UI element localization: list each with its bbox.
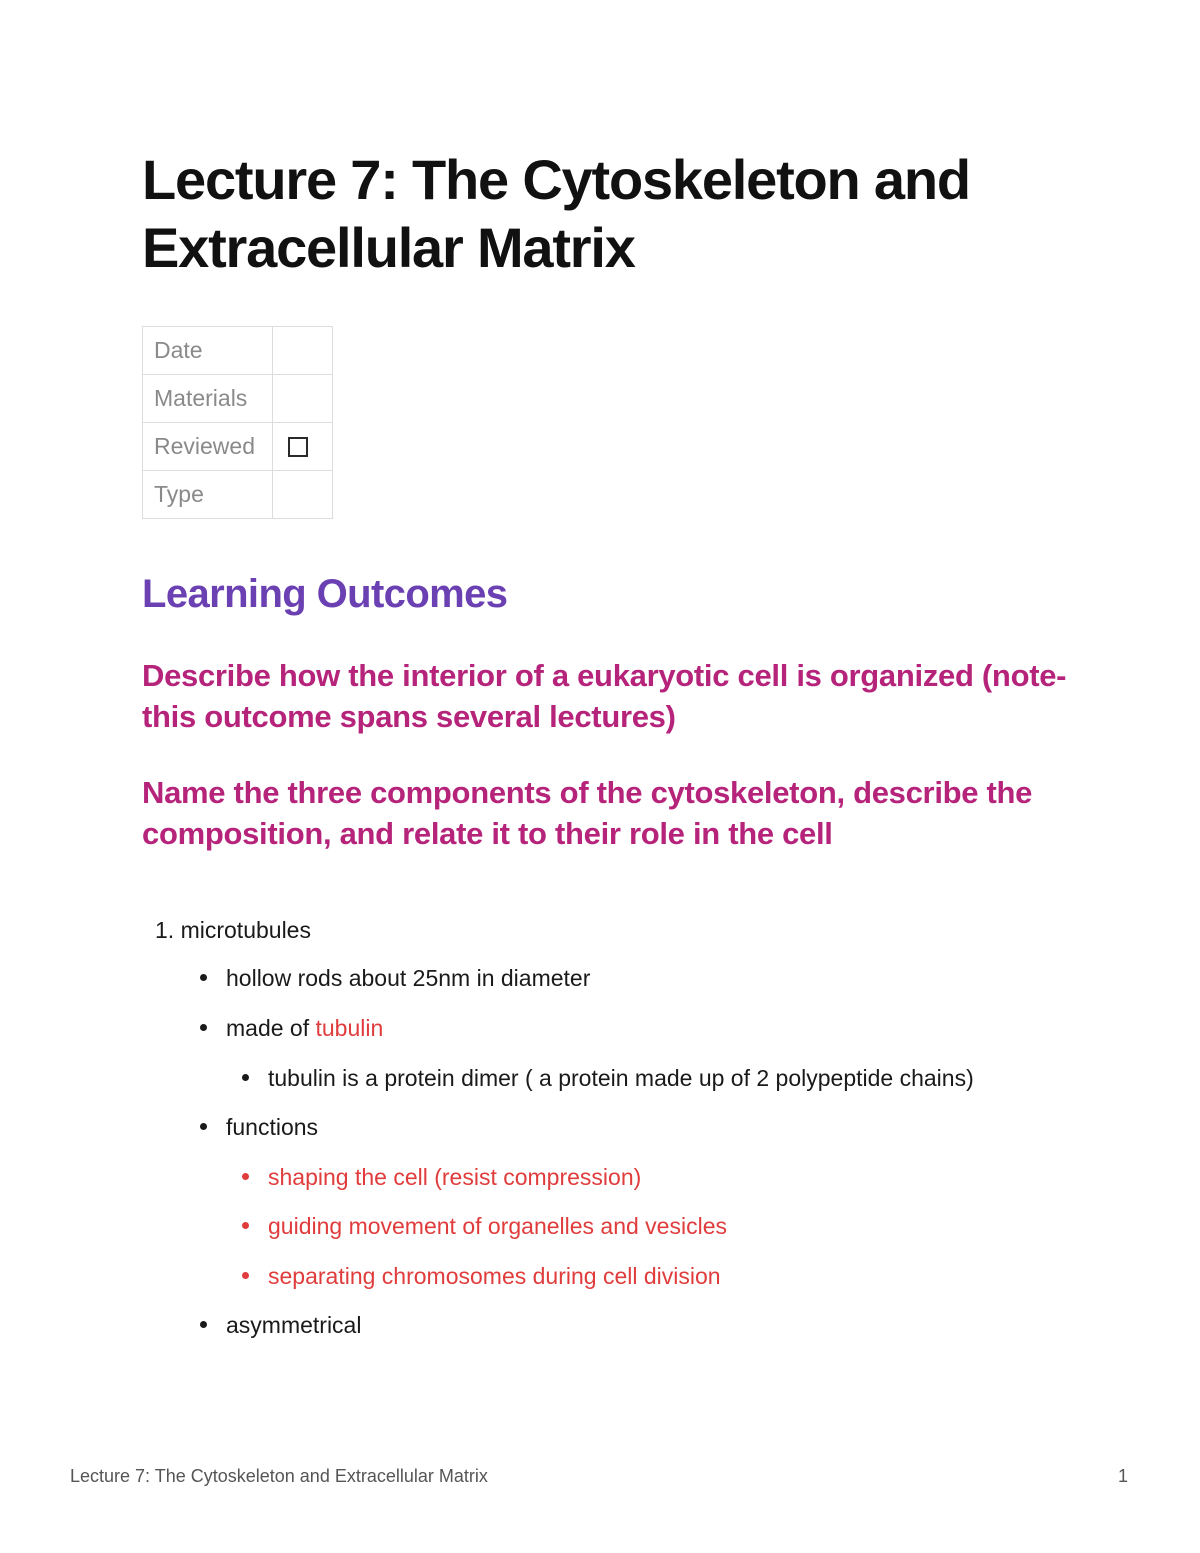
footer-title: Lecture 7: The Cytoskeleton and Extracellular Matrix	[70, 1466, 488, 1486]
bullet-dot	[242, 1272, 249, 1279]
bullet-dot	[200, 1024, 207, 1031]
bullet-dot	[242, 1173, 249, 1180]
property-value-reviewed	[273, 423, 333, 471]
property-row-reviewed	[143, 423, 333, 471]
bullet-item-separating: separating chromosomes during cell division	[268, 1263, 721, 1289]
property-label-type: Type	[143, 471, 273, 519]
property-row-materials	[143, 375, 333, 423]
bullet-item-asymmetrical: asymmetrical	[226, 1312, 362, 1338]
bullet-item-made-of	[226, 1013, 383, 1043]
bullet-dot	[242, 1222, 249, 1229]
list-item-microtubules	[155, 915, 311, 945]
bullet-item-guiding: guiding movement of organelles and vesicles	[268, 1213, 727, 1239]
bullet-text: made of	[226, 1015, 316, 1041]
property-value-type[interactable]	[273, 471, 333, 519]
list-item-label: microtubules	[180, 917, 311, 943]
bullet-dot	[242, 1074, 249, 1081]
property-value-date[interactable]	[273, 327, 333, 375]
outcome-heading-2: Name the three components of the cytoskeleton, describe the composition, and relate it to their role in the cell	[142, 775, 1033, 851]
bullet-item-functions: functions	[226, 1114, 319, 1140]
bullet-dot	[200, 1321, 207, 1328]
bullet-item-shaping: shaping the cell (resist compression)	[268, 1164, 642, 1190]
page-title: Lecture 7: The Cytoskeleton and Extracellular Matrix	[142, 148, 970, 279]
property-label-reviewed: Reviewed	[143, 423, 273, 471]
section-heading-learning-outcomes: Learning Outcomes	[142, 572, 508, 616]
property-value-materials[interactable]	[273, 375, 333, 423]
property-row-type	[143, 471, 333, 519]
reviewed-checkbox[interactable]	[288, 437, 308, 457]
bullet-dot	[200, 974, 207, 981]
bullet-item-tubulin-dimer: tubulin is a protein dimer ( a protein made up of 2 polypeptide chains)	[268, 1065, 974, 1091]
footer-page-number: 1	[1117, 1466, 1128, 1486]
highlight-tubulin: tubulin	[315, 1015, 384, 1041]
list-item-number: 1.	[155, 917, 175, 943]
outcome-heading-1: Describe how the interior of a eukaryotic cell is organized (note- this outcome spans several lectures)	[142, 658, 1067, 734]
property-row-date	[143, 327, 333, 375]
properties-table	[142, 326, 333, 519]
property-label-materials: Materials	[143, 375, 273, 423]
bullet-dot	[200, 1123, 207, 1130]
property-label-date: Date	[143, 327, 273, 375]
bullet-item-hollow-rods: hollow rods about 25nm in diameter	[226, 965, 591, 991]
